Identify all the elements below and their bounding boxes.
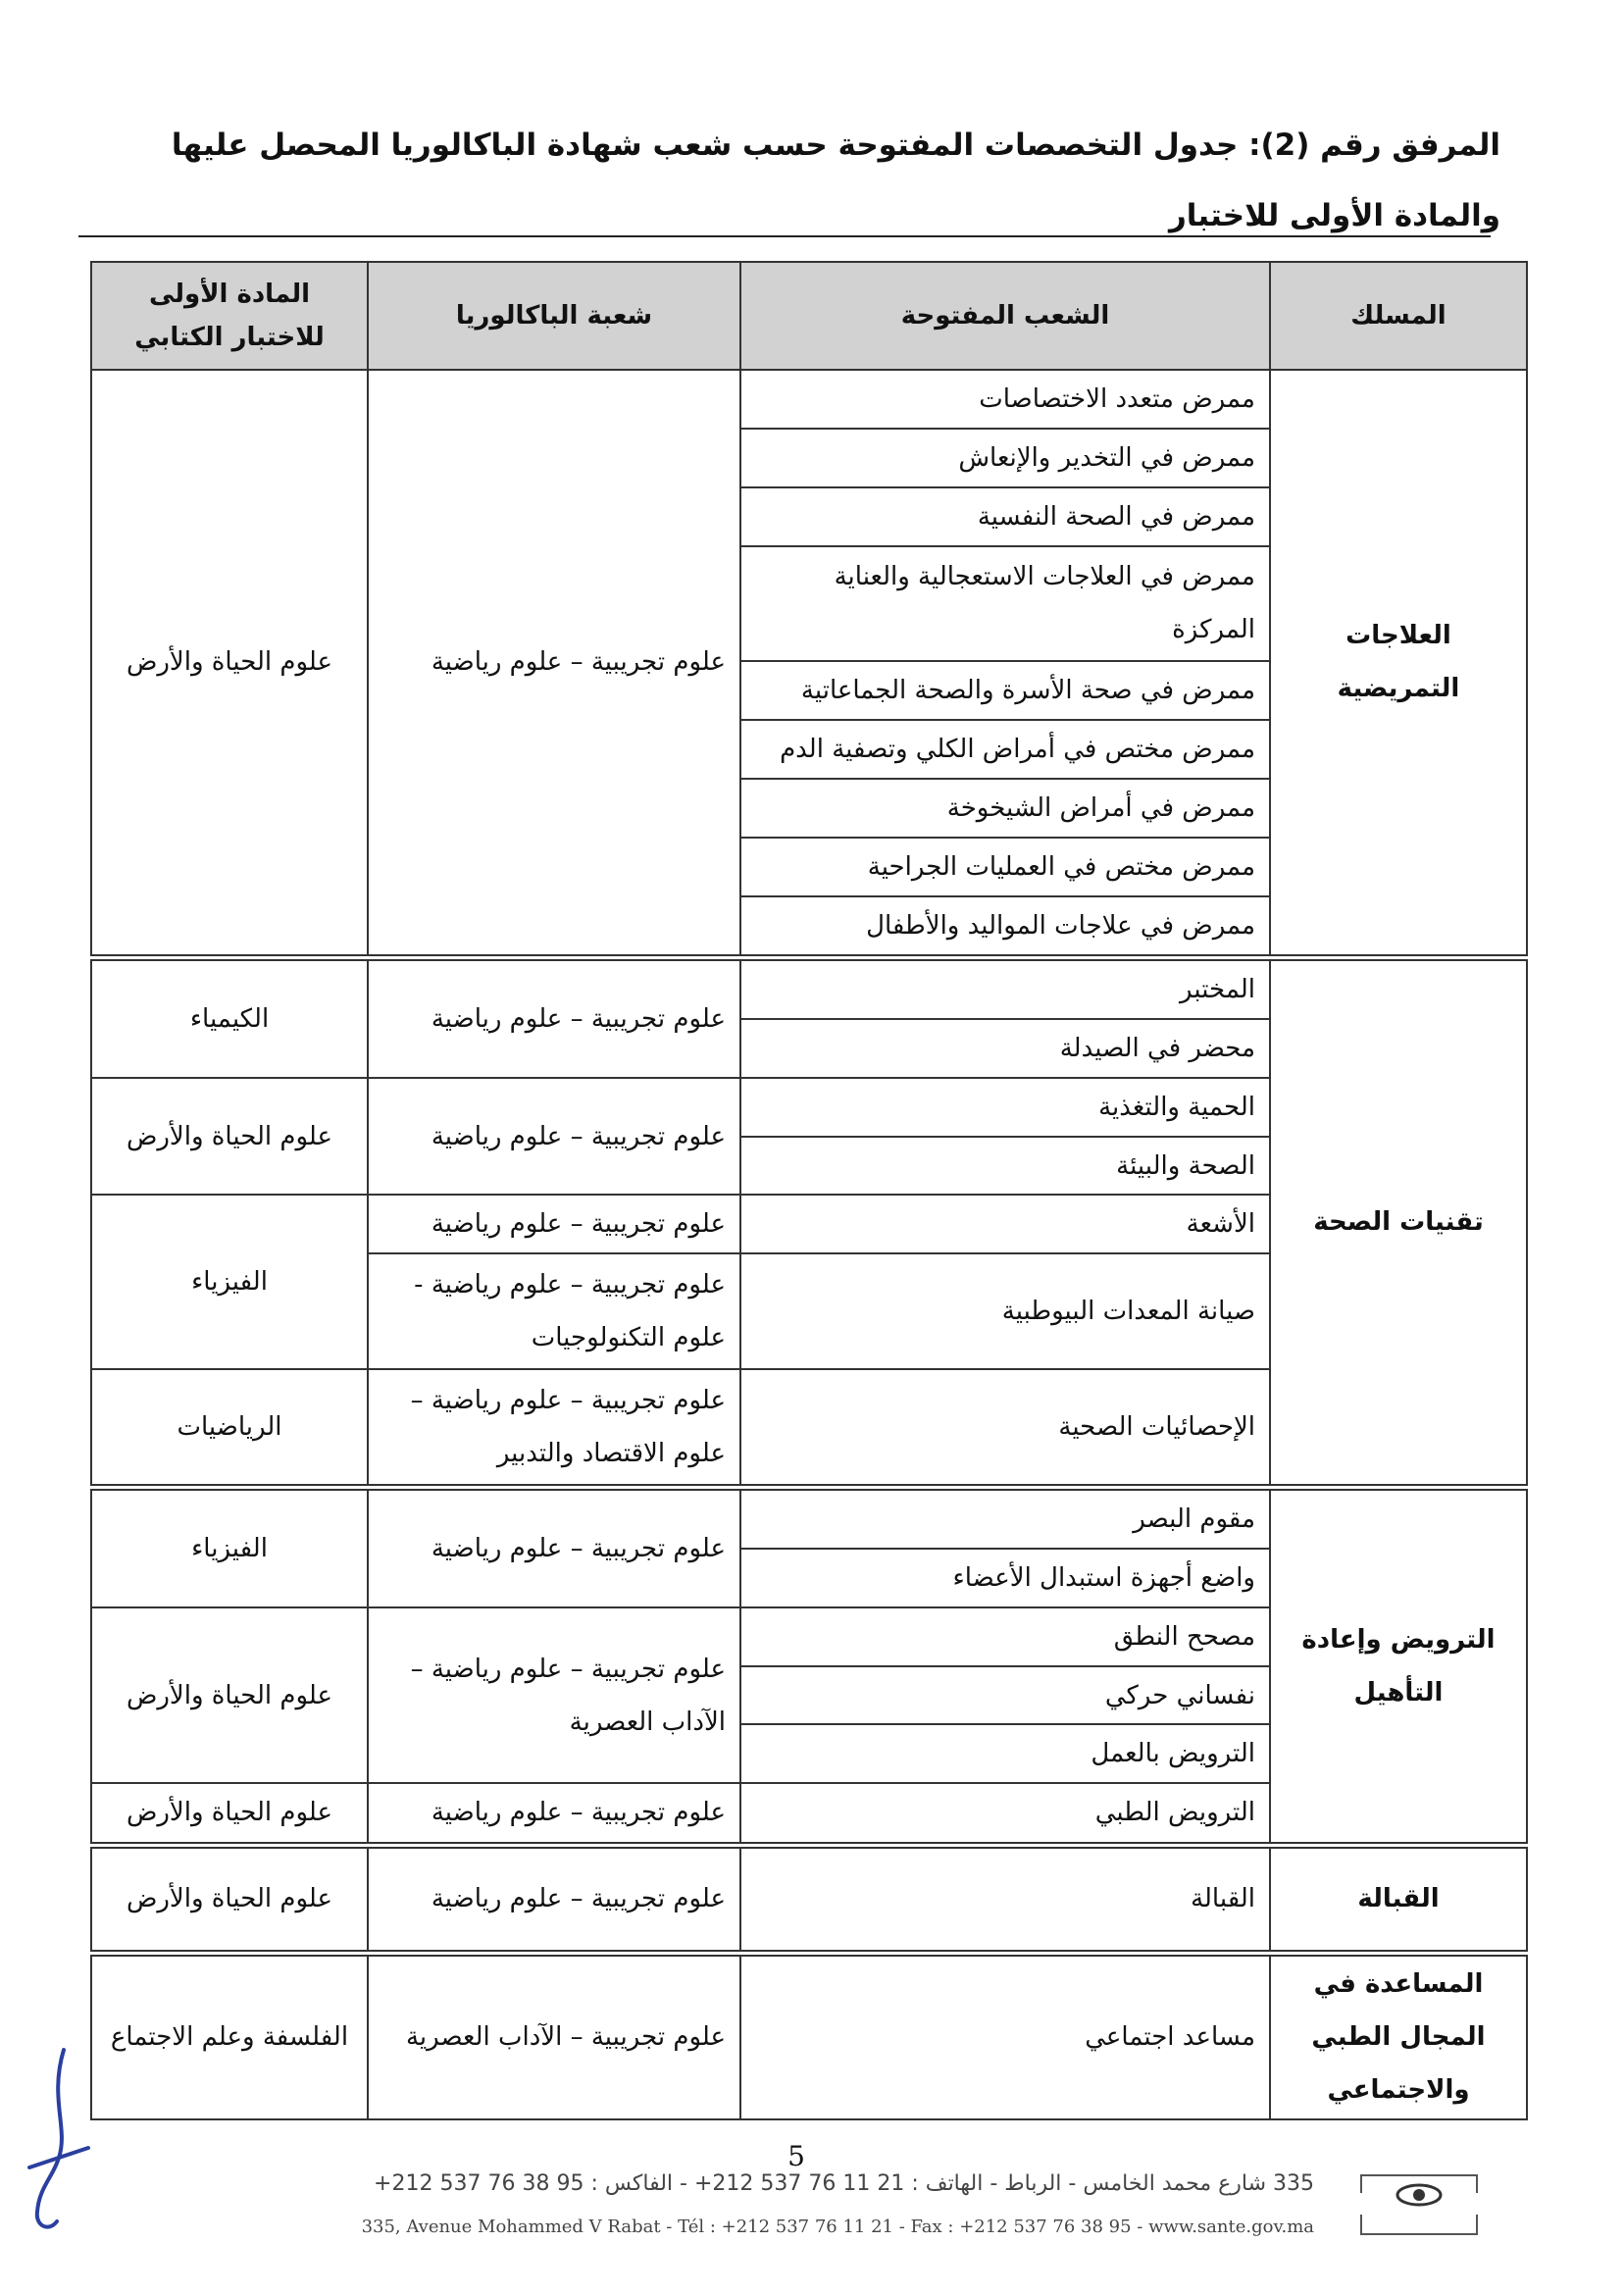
open-branch-cell: ممرض في صحة الأسرة والصحة الجماعاتية <box>740 661 1270 720</box>
table-row <box>91 1953 1527 2119</box>
open-branch-cell: ممرض في العلاجات الاستعجالية والعناية المركزة <box>740 546 1270 662</box>
open-branch-cell: ممرض في أمراض الشيخوخة <box>740 779 1270 838</box>
table-row <box>91 957 1527 1019</box>
table-row <box>91 1845 1527 1953</box>
header-row <box>91 262 1527 370</box>
first-subject-cell: علوم الحياة والأرض <box>91 1783 368 1845</box>
first-subject-cell: الرياضيات <box>91 1369 368 1487</box>
first-subject-cell: علوم الحياة والأرض <box>91 1078 368 1196</box>
footer-address-arabic: 335 شارع محمد الخامس - الرباط - الهاتف : 21 11 76 537 212+ - الفاكس : 95 38 76 537 212+ <box>374 2171 1314 2196</box>
specialties-table <box>90 261 1528 2120</box>
open-branch-cell: صيانة المعدات البيوطبية <box>740 1253 1270 1369</box>
open-branch-cell: ممرض متعدد الاختصاصات <box>740 370 1270 429</box>
bac-branch-cell: علوم تجريبية – علوم رياضية - علوم التكنولوجيات <box>368 1253 740 1369</box>
table-row <box>91 1487 1527 1549</box>
open-branch-cell: مصحح النطق <box>740 1607 1270 1666</box>
track-health-tech: تقنيات الصحة <box>1270 957 1527 1487</box>
open-branch-cell: الترويض الطبي <box>740 1783 1270 1845</box>
open-branch-cell: نفساني حركي <box>740 1666 1270 1725</box>
title-rule <box>78 235 1491 237</box>
first-subject-cell: علوم الحياة والأرض <box>91 1845 368 1953</box>
track-midwifery: القبالة <box>1270 1845 1527 1953</box>
bac-branch-cell: علوم تجريبية – علوم رياضية <box>368 1078 740 1196</box>
open-branch-cell: الإحصائيات الصحية <box>740 1369 1270 1487</box>
bac-branch-cell: علوم تجريبية – الآداب العصرية <box>368 1953 740 2119</box>
open-branch-cell: ممرض مختص في أمراض الكلي وتصفية الدم <box>740 720 1270 779</box>
open-branch-cell: الترويض بالعمل <box>740 1724 1270 1783</box>
footer-address-french: 335, Avenue Mohammed V Rabat - Tél : +212 537 76 11 21 - Fax : +212 537 76 38 95 - www.sante.gov.ma <box>361 2217 1314 2237</box>
open-branch-cell: ممرض في الصحة النفسية <box>740 487 1270 546</box>
bac-branch-cell: علوم تجريبية – علوم رياضية <box>368 1487 740 1606</box>
header-open-branches: الشعب المفتوحة <box>740 262 1270 370</box>
bac-branch-cell: علوم تجريبية – علوم رياضية <box>368 1195 740 1253</box>
page-number: 5 <box>787 2140 805 2172</box>
first-subject-cell: الفيزياء <box>91 1487 368 1606</box>
table-row <box>91 370 1527 429</box>
bac-branch-cell: علوم تجريبية – علوم رياضية – علوم الاقتصاد والتدبير <box>368 1369 740 1487</box>
open-branch-cell: الأشعة <box>740 1195 1270 1253</box>
first-subject-cell: علوم الحياة والأرض <box>91 370 368 957</box>
open-branch-cell: الصحة والبيئة <box>740 1137 1270 1196</box>
track-nursing: العلاجات التمريضية <box>1270 370 1527 957</box>
bac-branch-cell: علوم تجريبية – علوم رياضية – الآداب العصرية <box>368 1607 740 1784</box>
header-track: المسلك <box>1270 262 1527 370</box>
open-branch-cell: الحمية والتغذية <box>740 1078 1270 1137</box>
first-subject-cell: الفيزياء <box>91 1195 368 1369</box>
bac-branch-cell: علوم تجريبية – علوم رياضية <box>368 1783 740 1845</box>
open-branch-cell: مساعد اجتماعي <box>740 1953 1270 2119</box>
header-bac-branch: شعبة الباكالوريا <box>368 262 740 370</box>
first-subject-cell: علوم الحياة والأرض <box>91 1607 368 1784</box>
open-branch-cell: المختبر <box>740 957 1270 1019</box>
signature-mark <box>10 2040 98 2236</box>
open-branch-cell: محضر في الصيدلة <box>740 1019 1270 1078</box>
first-subject-cell: الكيمياء <box>91 957 368 1077</box>
open-branch-cell: واضع أجهزة استبدال الأعضاء <box>740 1549 1270 1607</box>
bac-branch-cell: علوم تجريبية – علوم رياضية <box>368 1845 740 1953</box>
bac-branch-cell: علوم تجريبية – علوم رياضية <box>368 957 740 1077</box>
track-social: المساعدة في المجال الطبي والاجتماعي <box>1270 1953 1527 2119</box>
open-branch-cell: القبالة <box>740 1845 1270 1953</box>
open-branch-cell: ممرض في التخدير والإنعاش <box>740 429 1270 487</box>
header-first-subject: المادة الأولى للاختبار الكتابي <box>91 262 368 370</box>
title-line-1: المرفق رقم (2): جدول التخصصات المفتوحة حسب شعب شهادة الباكالوريا المحصل عليها والمادة الأولى للاختبار <box>171 127 1500 233</box>
ministry-logo-icon <box>1355 2169 1483 2240</box>
first-subject-cell: الفلسفة وعلم الاجتماع <box>91 1953 368 2119</box>
open-branch-cell: ممرض مختص في العمليات الجراحية <box>740 838 1270 896</box>
open-branch-cell: مقوم البصر <box>740 1487 1270 1549</box>
bac-branch-cell: علوم تجريبية – علوم رياضية <box>368 370 740 957</box>
open-branch-cell: ممرض في علاجات المواليد والأطفال <box>740 896 1270 958</box>
track-rehab: الترويض وإعادة التأهيل <box>1270 1487 1527 1845</box>
